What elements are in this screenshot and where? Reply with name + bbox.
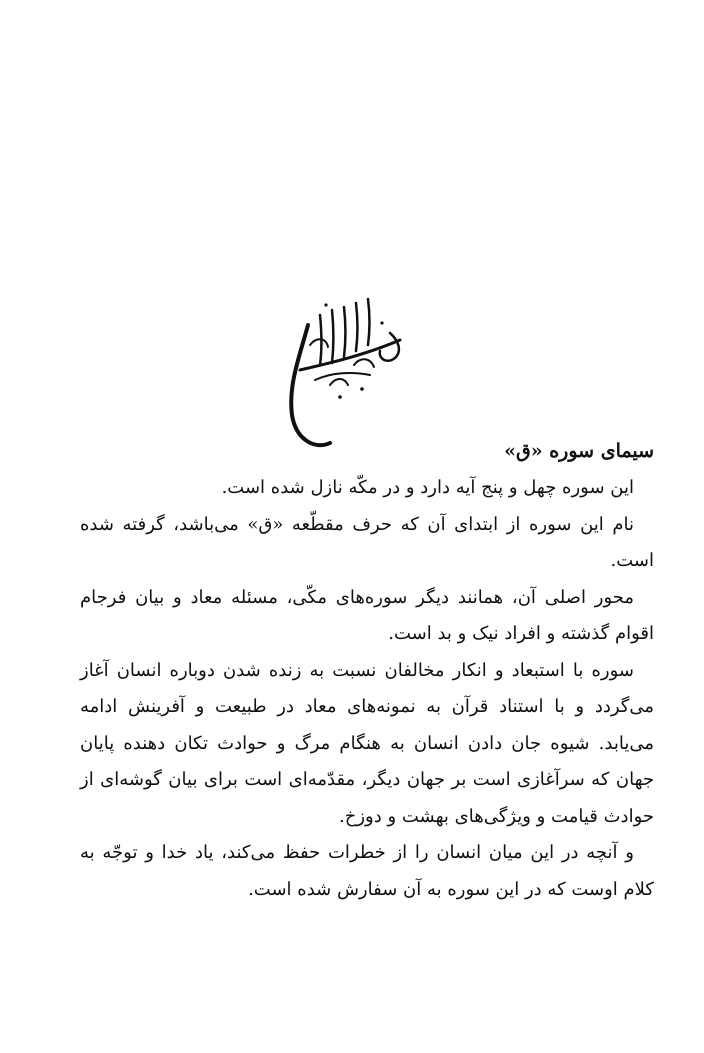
paragraph-1: این سوره چهل و پنج آیه دارد و در مکّه نازل شده است. [221,477,634,498]
paragraph-2: نام این سوره از ابتدای آن که حرف مقطّعه «ق» می‌باشد، گرفته شده است. [80,513,654,571]
paragraph-4: سوره با استبعاد و انکار مخالفان نسبت به زنده شدن دوباره انسان آغاز می‌گردد و با استناد قرآن به نمونه‌های معاد در طبیعت و آفرینش ادامه می‌یابد. شیوه جان دادن انسان به هنگام مرگ و حوادث تکان دهنده پایان جهان که سرآغازی است بر جهان دیگر، مقدّمه‌ای است برای بیان گوشه‌ای از حوادث قیامت و ویژگی‌های بهشت و دوزخ. [80,659,654,827]
bismillah-calligraphy-icon [270,285,410,455]
paragraph-5: و آنچه در این میان انسان را از خطرات حفظ می‌کند، یاد خدا و توجّه به کلام اوست که در این سوره به آن سفارش شده است. [80,842,654,900]
chapter-content [80,436,654,908]
chapter-heading: سیمای سوره «ق» [504,440,654,462]
paragraph-3: محور اصلی آن، همانند دیگر سوره‌های مکّی، مسئله معاد و بیان فرجام اقوام گذشته و افراد نیک و بد است. [80,586,654,644]
